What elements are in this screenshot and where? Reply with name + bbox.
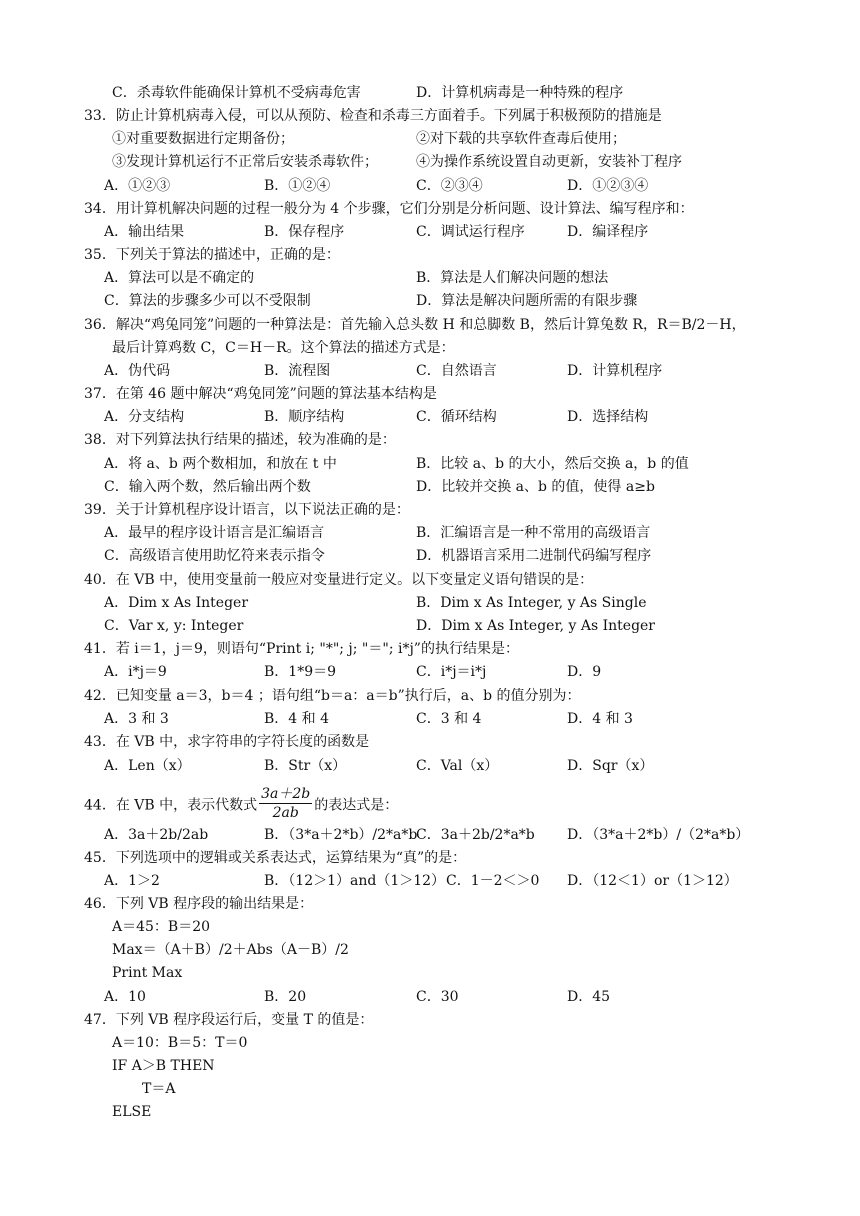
text-line: B．（3*a＋2*b）/2*a*b: [264, 827, 418, 843]
text-line: A．输出结果: [104, 224, 185, 240]
text-line: A．1＞2: [104, 873, 160, 889]
text-line: D．机器语言采用二进制代码编写程序: [416, 548, 652, 564]
text-line: C．算法的步骤多少可以不受限制: [104, 293, 311, 309]
text-line: D．Dim x As Integer, y As Integer: [416, 618, 656, 634]
text-line: D．9: [567, 664, 602, 680]
question-stem: 37．在第 46 题中解决“鸡兔同笼”问题的算法基本结构是: [84, 386, 437, 402]
text-line: B．流程图: [264, 363, 331, 379]
question-stem: 46．下列 VB 程序段的输出结果是：: [84, 896, 314, 912]
text-line: D．Sqr（x）: [567, 758, 654, 774]
text-line: D．（3*a＋2*b）/（2*a*b）: [567, 827, 750, 843]
text-line: C．Val（x）: [416, 758, 499, 774]
text-line: B．比较 a、b 的大小，然后交换 a，b 的值: [416, 456, 689, 472]
text-line: ④为操作系统设置自动更新，安装补丁程序: [416, 154, 682, 170]
question-stem: 41．若 i＝1，j＝9，则语句“Print i; "*"; j; "＝"; i*j”的执行结果是：: [84, 641, 519, 657]
text-line: B．保存程序: [264, 224, 345, 240]
text-line: C．30: [416, 989, 459, 1005]
text-line: B．Dim x As Integer, y As Single: [416, 595, 647, 611]
text-line: B．汇编语言是一种不常用的高级语言: [416, 525, 651, 541]
text-line: D．45: [567, 989, 611, 1005]
question-stem: 33．防止计算机病毒入侵，可以从预防、检查和杀毒三方面着手。下列属于积极预防的措施是: [84, 108, 662, 124]
text-line: ②对下载的共享软件查毒后使用；: [416, 131, 626, 147]
question-stem: 42．已知变量 a＝3，b＝4 ；语句组“b＝a：a＝b”执行后，a、b 的值分别为：: [84, 688, 581, 704]
text-line: A＝10：B＝5：T＝0: [112, 1035, 248, 1051]
text-line: IF A＞B THEN: [112, 1058, 215, 1074]
question-stem: 39．关于计算机程序设计语言，以下说法正确的是：: [84, 502, 410, 518]
text-line: A．3 和 3: [104, 711, 169, 727]
q44-suffix: 的表达式是：: [314, 797, 399, 814]
algebraic-fraction: [259, 785, 312, 822]
question-44: [84, 787, 398, 821]
text-line: C．自然语言: [416, 363, 497, 379]
text-line: C．1－2＜＞0: [446, 873, 540, 889]
text-line: ELSE: [112, 1104, 152, 1120]
text-line: Print Max: [112, 965, 183, 981]
text-line: C．3 和 4: [416, 711, 482, 727]
text-line: C．3a＋2b/2*a*b: [416, 827, 535, 843]
text-line: A．最早的程序设计语言是汇编语言: [104, 525, 325, 541]
question-stem: 38．对下列算法执行结果的描述，较为准确的是：: [84, 432, 396, 448]
text-line: D．4 和 3: [567, 711, 633, 727]
question-stem: 43．在 VB 中，求字符串的字符长度的函数是: [84, 734, 370, 750]
text-line: C．②③④: [416, 178, 483, 194]
text-line: A＝45：B＝20: [112, 919, 211, 935]
text-line: Max＝（A＋B）/2＋Abs（A－B）/2: [112, 942, 349, 958]
text-line: A．①②③: [104, 178, 171, 194]
text-line: A．伪代码: [104, 363, 171, 379]
text-line: D．（12＜1）or（1＞12）: [567, 873, 738, 889]
text-line: A．Len（x）: [104, 758, 191, 774]
question-stem: 35．下列关于算法的描述中，正确的是：: [84, 247, 340, 263]
text-line: 最后计算鸡数 C，C＝H－R。这个算法的描述方式是：: [112, 340, 455, 356]
text-line: B．算法是人们解决问题的想法: [416, 270, 609, 286]
text-line: A．分支结构: [104, 409, 185, 425]
text-line: D．①②③④: [567, 178, 649, 194]
text-line: A．10: [104, 989, 146, 1005]
text-line: A．Dim x As Integer: [104, 595, 249, 611]
fraction-numerator: 3a＋2b: [261, 786, 311, 802]
text-line: B．①②④: [264, 178, 331, 194]
text-line: D．选择结构: [567, 409, 649, 425]
text-line: B．Str（x）: [264, 758, 347, 774]
text-line: ③发现计算机运行不正常后安装杀毒软件；: [112, 154, 378, 170]
text-line: D．算法是解决问题所需的有限步骤: [416, 293, 638, 309]
text-line: ①对重要数据进行定期备份；: [112, 131, 294, 147]
text-line: B．4 和 4: [264, 711, 330, 727]
question-stem: 40．在 VB 中，使用变量前一般应对变量进行定义。以下变量定义语句错误的是：: [84, 572, 594, 588]
text-line: B．1*9＝9: [264, 664, 337, 680]
text-line: A．3a＋2b/2ab: [104, 827, 209, 843]
text-line: C．调试运行程序: [416, 224, 525, 240]
fraction-denominator: 2ab: [272, 805, 299, 821]
question-stem: 47．下列 VB 程序段运行后，变量 T 的值是：: [84, 1012, 374, 1028]
text-line: C．高级语言使用助忆符来表示指令: [104, 548, 325, 564]
text-line: C．i*j＝i*j: [416, 664, 487, 680]
question-stem: 45．下列选项中的逻辑或关系表达式，运算结果为“真”的是：: [84, 850, 467, 866]
text-line: A．i*j＝9: [104, 664, 167, 680]
text-line: D．计算机程序: [567, 363, 663, 379]
text-line: C．Var x, y: Integer: [104, 618, 244, 634]
text-line: A．算法可以是不确定的: [104, 270, 255, 286]
text-line: C．输入两个数，然后输出两个数: [104, 479, 311, 495]
question-stem: 34．用计算机解决问题的过程一般分为 4 个步骤，它们分别是分析问题、设计算法、编写程序和：: [84, 201, 694, 217]
q44-prefix: 44．在 VB 中，表示代数式: [84, 797, 258, 814]
text-line: C．循环结构: [416, 409, 497, 425]
text-line: C．杀毒软件能确保计算机不受病毒危害: [112, 85, 361, 101]
text-line: B．（12＞1）and（1＞12）: [264, 873, 446, 889]
question-stem: 36．解决“鸡兔同笼”问题的一种算法是：首先输入总头数 H 和总脚数 B，然后计算兔数 R，R＝B/2－H，: [84, 317, 746, 333]
text-line: B．20: [264, 989, 307, 1005]
text-line: D．计算机病毒是一种特殊的程序: [416, 85, 624, 101]
text-line: D．比较并交换 a、b 的值，使得 a≥b: [416, 479, 655, 495]
text-line: T＝A: [142, 1081, 176, 1097]
text-line: B．顺序结构: [264, 409, 345, 425]
text-line: A．将 a、b 两个数相加，和放在 t 中: [104, 456, 337, 472]
text-line: D．编译程序: [567, 224, 649, 240]
